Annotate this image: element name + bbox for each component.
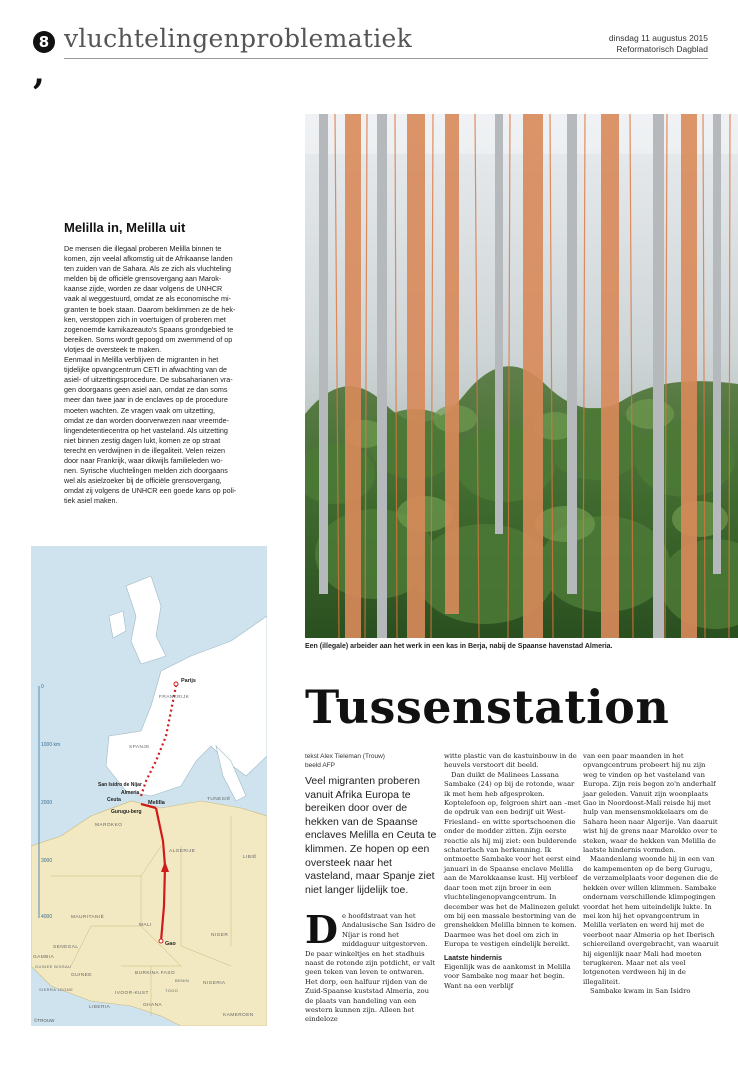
- article-paragraph: witte plastic van de kastuinbouw in de heuvels verstoort dit beeld.: [444, 752, 577, 770]
- country-label: LIBERIA: [89, 1005, 111, 1010]
- country-label: KAMEROEN: [223, 1013, 254, 1018]
- comma-logo-icon: ,: [33, 53, 45, 93]
- byline: [305, 752, 385, 770]
- sidebar-line: zogenoemde kamikazeauto's Spaans grondgebied te: [64, 324, 234, 334]
- sidebar-line: wel als asielzoeker bij de officiële grensovergang,: [64, 476, 222, 486]
- byline-text: tekst Alex Tieleman (Trouw): [305, 753, 385, 760]
- country-label: BURKINA FASO: [135, 971, 175, 976]
- sidebar-line: moeten wachten. Ze vragen vaak om uitzetting,: [64, 405, 216, 415]
- place-dot-icon: [174, 682, 178, 686]
- sidebar-line: meer dan twee jaar in de enclaves op de procedure: [64, 395, 228, 405]
- article-paragraph: e hoofdstraat van het Andalusische San Isidro de Níjar is rond het middaguur uitgestorven. De paar winkeltjes en het stadhuis naast de rotonde zijn potdicht, er valt geen teken van leven te ontwaren. Het dorp, een halfuur rijden van de Zuid-Spaanse kuststad Almeria, zou de plaats van handeling van een western kunnen zijn. Alleen het eindeloze: [305, 912, 436, 1024]
- place-label: Parijs: [181, 678, 196, 684]
- sidebar-line: omdat zij volgens de UNHCR een goede kans op poli-: [64, 486, 237, 496]
- sidebar-line: niet binnen zestig dagen lukt, komen ze op straat: [64, 435, 221, 445]
- country-label: NIGER: [211, 933, 229, 938]
- scale-label: 2000: [41, 800, 53, 806]
- sidebar-line: bereiken. Soms wordt gepoogd om zwemmend of op: [64, 334, 233, 344]
- place-label: Almeria: [121, 790, 140, 796]
- article-paragraph: Eigenlijk was de aankomst in Melilla voor Sambake nog maar het begin. Want na een verblijf: [444, 962, 571, 990]
- sidebar-line: asiel- of uitzettingsprocedure. De subsaharianen vra-: [64, 375, 233, 385]
- dateline: [609, 33, 708, 55]
- country-label: TOGO: [165, 988, 179, 993]
- country-label: MALI: [139, 923, 152, 928]
- country-label: SENEGAL: [53, 945, 79, 950]
- article-column-2: [444, 752, 581, 991]
- country-label: FRANKRIJK: [159, 695, 190, 700]
- article-paragraph: Dan duikt de Malinees Lassana Sambake (24) op bij de rotonde, waar ik met hem heb afgesproken. Koptelefoon op, felgroen shirt aan –met de opdruk van een bedrijf uit West-Friesland– en witte sportschoenen die onder de modder zitten. Zijn eerste reactie als hij mij ziet: een bulderende schaterlach van herkenning. Ik ontmoette Sambake voor het eerst eind januari in de Spaanse enclave Melilla aan de Marokkaanse kust. Hij verbleef daar toen met zijn broer in een vluchtelingenopvangcentrum. In december was het de Malinezen gelukt om bij een massale bestorming van de grenshekken Melilla binnen te komen. Daarmee was het doel om zich in Europa te vestigen eindelijk bereikt.: [444, 770, 581, 949]
- place-label: San Isidro de Níjar: [98, 782, 142, 788]
- sidebar-line: ken, verstoppen zich in voertuigen of proberen met: [64, 314, 226, 324]
- country-label: TUNESIË: [207, 797, 231, 802]
- byline-photo: beeld AFP: [305, 762, 335, 769]
- article-column-3: [583, 752, 720, 997]
- scale-label: 4000: [41, 914, 53, 920]
- country-label: IVOOR-KUST: [115, 991, 149, 996]
- sidebar-line: kaanse zijde, worden ze daar volgens de UNHCR: [64, 284, 223, 294]
- sidebar-line: vaak al weggestuurd, omdat ze als economische mi-: [64, 294, 231, 304]
- sidebar-line: komen, zijn veelal afkomstig uit de Afrikaanse landen: [64, 254, 233, 264]
- scale-label: 1000 km: [41, 742, 61, 748]
- country-label: GUINEE: [71, 973, 92, 978]
- sidebar-line: lingendetentiecentra op het vasteland. Als uitzetting: [64, 425, 228, 435]
- section-title: vluchtelingenproblematiek: [64, 24, 413, 53]
- header-divider: [64, 58, 708, 59]
- country-label: SPANJE: [129, 745, 150, 750]
- map-credit: ©TROUW: [34, 1018, 55, 1023]
- place-label: Ceuta: [107, 797, 121, 803]
- country-label: BENIN: [175, 978, 190, 983]
- country-label: MAROKKO: [95, 823, 123, 828]
- article-headline: Tussenstation: [305, 680, 670, 734]
- country-label: LIBIË: [243, 855, 257, 860]
- migration-route-map: [31, 546, 267, 1026]
- country-label: MAURITANIË: [71, 915, 105, 920]
- country-label: GAMBIA: [33, 955, 55, 960]
- sidebar-line: door naar Frankrijk, waar dikwijls familieleden wo-: [64, 455, 223, 465]
- sidebar-line: tiek asiel maken.: [64, 496, 118, 506]
- sidebar-line: nen. Syrische vluchtelingen melden zich doorgaans: [64, 466, 228, 476]
- article-paragraph: van een paar maanden in het opvangcentrum probeert hij nu zijn weg te vinden op het vasteland van Europa. Zijn reis begon zo'n anderhalf jaar geleden. Vanuit zijn woonplaats Gao in Noordoost-Mali reisde hij met hulp van mensensmokkelaars om de Sahara heen naar Algerije. Van daaruit wist hij de grens naar Marokko over te steken, waar de hekken van Melilla de laatste hindernis vormden.: [583, 752, 718, 855]
- page-number: 8: [33, 31, 55, 53]
- sidebar-line: De mensen die illegaal proberen Melilla binnen te: [64, 244, 222, 253]
- article-column-1: [305, 907, 437, 1025]
- country-label: GUINEE BISSAU: [35, 964, 72, 969]
- sidebar-line: Eenmaal in Melilla verblijven de migranten in het: [64, 355, 219, 365]
- country-label: NIGERIA: [203, 981, 226, 986]
- sidebar-line: terecht en verdwijnen in de illegaliteit. Velen reizen: [64, 445, 226, 455]
- country-label: SIERRA LEONE: [39, 987, 74, 992]
- drop-cap: D: [305, 907, 338, 952]
- place-label: Gurugu-berg: [111, 809, 142, 815]
- place-label: Melilla: [148, 800, 165, 806]
- place-dot-icon: [159, 939, 163, 943]
- article-paragraph: Maandenlang woonde hij in een van de kampementen op de berg Gurugu, de verzamelplaats voor degenen die de hekken over willen klimmen. Sambake ondernam verschillende klimpogingen voordat het hem uiteindelijk lukte. In mei kon hij het opvangcentrum in Melilla verlaten en werd hij met de veerboot naar Almeria op het Iberisch schiereiland overgebracht, van waaruit hij eigenlijk naar Mali had moeten terugkeren. Maar net als veel lotgenoten verdween hij in de illegaliteit.: [583, 855, 719, 986]
- sidebar-line: ten zuiden van de Sahara. Als ze zich als vluchteling: [64, 264, 232, 274]
- sidebar-line: melden bij de officiële grensovergang aan Marok-: [64, 274, 222, 284]
- sidebar-line: vlotjes de oversteek te maken.: [64, 344, 162, 354]
- sidebar-line: granten te boek staan. Daarom beklimmen ze de hek-: [64, 304, 236, 314]
- place-label: Gao: [165, 941, 176, 947]
- country-label: GHANA: [143, 1003, 163, 1008]
- publication-name: Reformatorisch Dagblad: [616, 44, 708, 54]
- sidebar-title: Melilla in, Melilla uit: [64, 220, 186, 235]
- issue-date: dinsdag 11 augustus 2015: [608, 33, 708, 43]
- photo-caption: Een (illegale) arbeider aan het werk in een kas in Berja, nabij de Spaanse havenstad Almeria.: [305, 643, 613, 650]
- article-intro: Veel migranten proberen vanuit Afrika Europa te bereiken door over de hekken van de Spaanse enclaves Melilla en Ceuta te klimmen. Ze hopen op een oversteek naar het vasteland, maar Spanje ziet niet langer lijdelijk toe.: [305, 775, 437, 896]
- greenhouse-photo: [305, 114, 738, 638]
- article-subhead: Laatste hindernis: [444, 954, 502, 962]
- sidebar-line: omdat ze dan worden doorverwezen naar vreemde-: [64, 415, 230, 425]
- sidebar-line: tijdelijke opvangcentrum CETI in afwachting van de: [64, 365, 228, 375]
- country-label: ALGERIJE: [169, 849, 196, 854]
- article-paragraph: Sambake kwam in San Isidro: [590, 987, 691, 996]
- scale-label: 3000: [41, 858, 53, 864]
- sidebar-text: [64, 244, 274, 506]
- sidebar-line: gen doorgaans geen asiel aan, omdat ze dan soms: [64, 385, 228, 395]
- scale-label: 0: [41, 684, 44, 690]
